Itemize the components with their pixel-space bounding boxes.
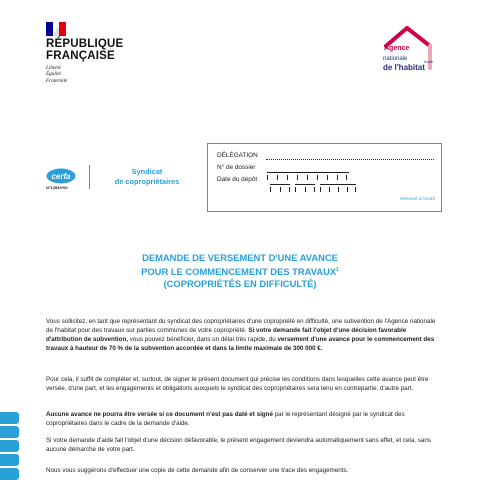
heading-footnote-marker: 1 xyxy=(336,267,339,273)
intro-bold-advance: versement d'une avance pour le commencement des travaux à hauteur de 70 % de la subvention accordée et dans la limite maximale de 300 000 €. xyxy=(46,336,435,353)
cerfa-separator xyxy=(89,165,90,189)
heading-line1: DEMANDE DE VERSEMENT D'UNE AVANCE xyxy=(142,252,338,263)
side-tab[interactable] xyxy=(0,454,19,466)
side-tab[interactable] xyxy=(0,440,19,452)
intro-paragraph xyxy=(46,317,442,353)
dossier-label: N° de dossier xyxy=(217,164,256,171)
intro-text: Vous sollicitez, en tant que représentant du syndicat des copropriétaires d'une copropriété en difficulté, une subvention de l'Agence nationale de l'habitat pour des travaux sur parties communes de votre copropriété. xyxy=(46,318,436,335)
reserved-anah-note: Réservé à l'Anah xyxy=(400,196,435,201)
intro-text-cont: vous pouvez bénéficier, dans un délai très rapide, du xyxy=(128,336,278,344)
unfavorable-decision-paragraph: Si votre demande d'aide fait l'objet d'une décision défavorable, le présent engagement deviendra automatiquement sans effet, et cela, sans aucune démarche de votre part. xyxy=(46,437,431,454)
francaise-line: FRANÇAISE xyxy=(46,50,115,62)
instructions-paragraph: Pour cela, il suffit de compléter et, surtout, de signer le présent document qui précise les conditions dans lesquelles cette avance peut être versée, d'une part, et les engagements et obligations auxquels le syndicat des copropriétaires sera tenu en contrepartie, d'autre part. xyxy=(46,376,429,393)
cerfa-label: cerfa xyxy=(51,171,71,181)
heading-line2 xyxy=(60,264,420,278)
depot-month-field[interactable] xyxy=(295,179,315,185)
cerfa-number: N°13933*06 xyxy=(46,185,68,190)
motto-liberte: Liberté xyxy=(46,65,61,71)
cerfa-logo-icon xyxy=(46,168,76,184)
depot-date-label: Date du dépôt xyxy=(217,176,258,183)
anah-abbr-text: Anah xyxy=(424,59,434,64)
side-tab[interactable] xyxy=(0,412,19,424)
side-tab[interactable] xyxy=(0,468,19,480)
signature-warning-paragraph xyxy=(46,410,442,428)
motto-fraternite: Fraternité xyxy=(46,77,68,84)
republique-francaise-title xyxy=(46,38,123,62)
signature-warning-text: par le représentant désigné par le syndicat des copropriétaires dans le cadre de la demande d'aide. xyxy=(46,411,405,428)
intro-bold-condition: Si votre demande fait l'objet d'une décision favorable d'attribution de subvention, xyxy=(46,327,407,344)
marianne-logo-icon xyxy=(46,22,66,36)
heading-line2-text: POUR LE COMMENCEMENT DES TRAVAUX xyxy=(141,266,337,278)
motto-egalite: Égalité xyxy=(46,71,61,78)
republique-line: RÉPUBLIQUE xyxy=(46,38,124,50)
delegation-field[interactable] xyxy=(266,159,434,160)
anah-habitat-text: de l'habitat xyxy=(383,63,425,72)
anah-agence-text: Agence xyxy=(384,45,410,52)
dossier-number-field[interactable] xyxy=(267,167,349,173)
republic-motto xyxy=(46,65,67,84)
form-title xyxy=(104,167,190,187)
copy-suggestion-paragraph: Nous vous suggérons d'effectuer une copie de cette demande afin de conserver une trace des engagements. xyxy=(46,467,349,474)
depot-year-field[interactable] xyxy=(320,179,356,185)
anah-nationale-text: nationale xyxy=(383,56,408,62)
document-heading xyxy=(60,252,420,290)
side-tab[interactable] xyxy=(0,426,19,438)
depot-day-field[interactable] xyxy=(270,179,290,185)
form-title-line2: de copropriétaires xyxy=(114,177,180,186)
form-title-line1: Syndicat xyxy=(131,167,163,176)
signature-warning-bold: Aucune avance ne pourra être versée si ce document n'est pas daté et signé xyxy=(46,411,273,418)
delegation-label: DÉLÉGATION xyxy=(217,152,258,159)
delegation-box xyxy=(207,143,442,212)
heading-line3: (COPROPRIÉTÉS EN DIFFICULTÉ) xyxy=(163,278,317,290)
